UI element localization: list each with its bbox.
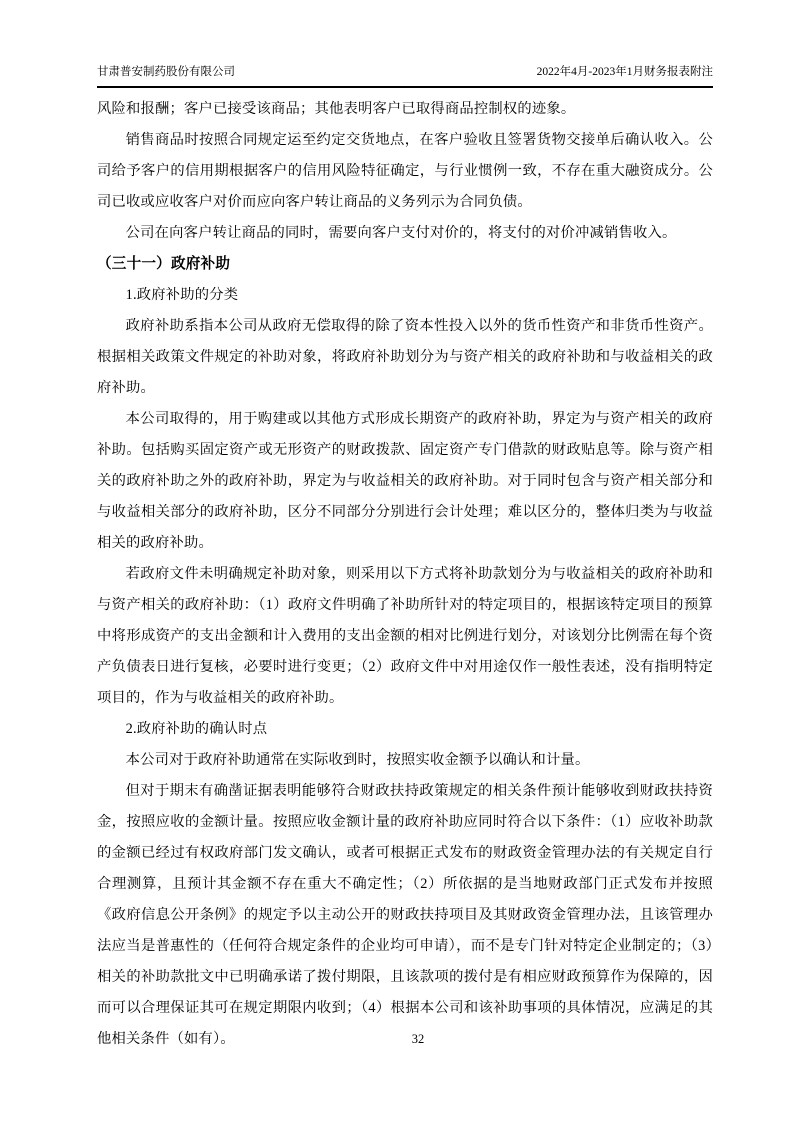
page-number: 32: [411, 1032, 425, 1046]
page-header: [97, 64, 713, 88]
continuation-paragraph: 风险和报酬；客户已接受该商品；其他表明客户已取得商品控制权的迹象。: [97, 101, 576, 117]
body-paragraph: 政府补助系指本公司从政府无偿取得的除了资本性投入以外的货币性资产和非货币性资产。根据相关政策文件规定的补助对象，将政府补助划分为与资产相关的政府补助和与收益相关的政府补助。: [97, 318, 713, 396]
header-document-title: 2022年4月-2023年1月财务报表附注: [536, 66, 713, 78]
body-paragraph: 公司在向客户转让商品的同时，需要向客户支付对价的，将支付的对价冲减销售收入。: [125, 225, 677, 241]
subsection-heading: 1.政府补助的分类: [125, 287, 239, 303]
document-body: [97, 94, 713, 1055]
header-company-name: 甘肃普安制药股份有限公司: [97, 66, 235, 78]
subsection-heading: 2.政府补助的确认时点: [125, 721, 268, 737]
section-heading: （三十一）政府补助: [97, 256, 231, 272]
body-paragraph: 但对于期末有确凿证据表明能够符合财政扶持政策规定的相关条件预计能够收到财政扶持资金，按照应收的金额计量。按照应收金额计量的政府补助应同时符合以下条件：（1）应收补助款的金额已经过有权政府部门发文确认，或者可根据正式发布的财政资金管理办法的有关规定自行合理测算，且预计其金额不存在重大不确定性；（2）所依据的是当地财政部门正式发布并按照《政府信息公开条例》的规定予以主动公开的财政扶持项目及其财政资金管理办法，且该管理办法应当是普惠性的（任何符合规定条件的企业均可申请），而不是专门针对特定企业制定的；（3）相关的补助款批文中已明确承诺了拨付期限，且该款项的拨付是有相应财政预算作为保障的，因而可以合理保证其可在规定期限内收到；（4）根据本公司和该补助事项的具体情况，应满足的其他相关条件（如有）。: [97, 783, 713, 1047]
body-paragraph: 本公司取得的，用于购建或以其他方式形成长期资产的政府补助，界定为与资产相关的政府补助。包括购买固定资产或无形资产的财政拨款、固定资产专门借款的财政贴息等。除与资产相关的政府补助之外的政府补助，界定为与收益相关的政府补助。对于同时包含与资产相关部分和与收益相关部分的政府补助，区分不同部分分别进行会计处理；难以区分的，整体归类为与收益相关的政府补助。: [97, 411, 713, 551]
body-paragraph: 销售商品时按照合同规定运至约定交货地点，在客户验收且签署货物交接单后确认收入。公司给予客户的信用期根据客户的信用风险特征确定，与行业惯例一致，不存在重大融资成分。公司已收或应收客户对价而应向客户转让商品的义务列示为合同负债。: [97, 132, 713, 210]
body-paragraph: 本公司对于政府补助通常在实际收到时，按照实收金额予以确认和计量。: [125, 752, 590, 768]
body-paragraph: 若政府文件未明确规定补助对象，则采用以下方式将补助款划分为与收益相关的政府补助和与资产相关的政府补助：（1）政府文件明确了补助所针对的特定项目的，根据该特定项目的预算中将形成资产的支出金额和计入费用的支出金额的相对比例进行划分，对该划分比例需在每个资产负债表日进行复核，必要时进行变更；（2）政府文件中对用途仅作一般性表述，没有指明特定项目的，作为与收益相关的政府补助。: [97, 566, 713, 706]
